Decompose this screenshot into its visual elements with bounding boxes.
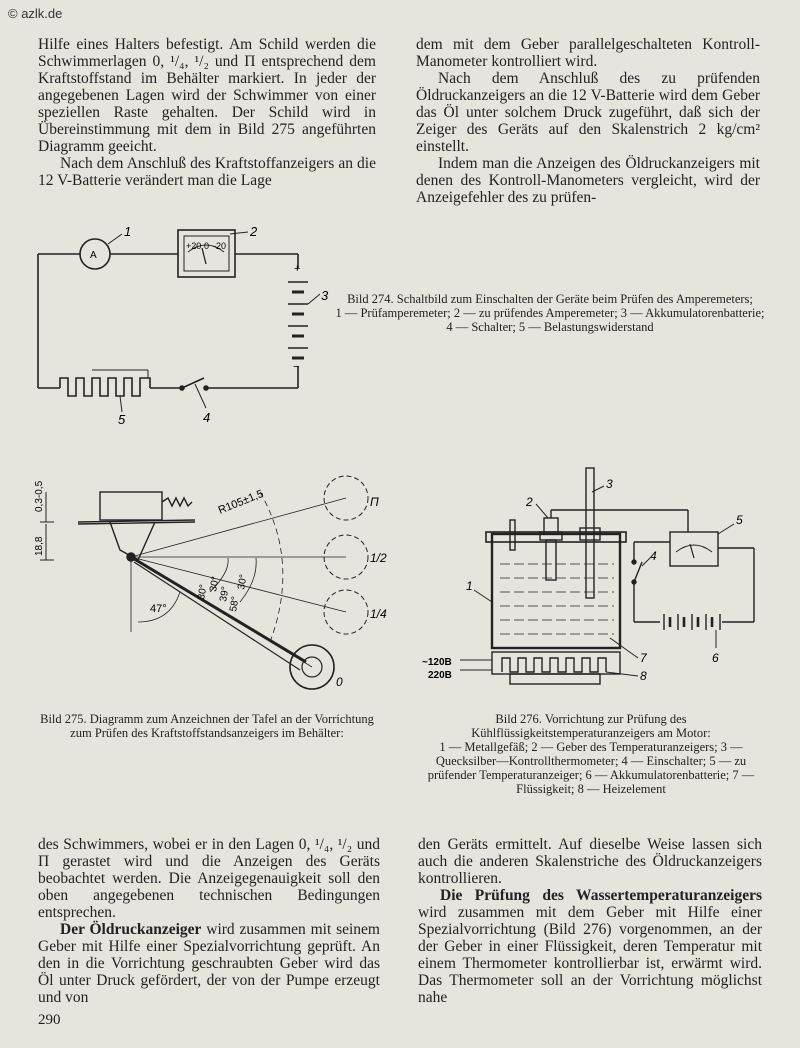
callout-3: 3 <box>606 477 613 491</box>
text-top-left <box>38 36 376 189</box>
text-bottom-right <box>418 836 762 1006</box>
voltage-label: ~120B <box>422 657 452 668</box>
callout-1: 1 <box>466 579 473 593</box>
angle-label: 39° <box>218 585 232 603</box>
caption-figure-274 <box>335 292 765 334</box>
caption-title: Bild 274. Schaltbild zum Einschalten der Geräte beim Prüfen des Amperemeters; <box>347 292 753 306</box>
callout-5: 5 <box>118 412 126 427</box>
angle-label: 58° <box>228 595 242 613</box>
caption-figure-275 <box>34 712 380 740</box>
scale-label: +20 <box>186 241 202 251</box>
polarity-label: + <box>294 263 301 275</box>
caption-legend: 1 — Metallgefäß; 2 — Geber des Temperaturanzeigers; 3 — Quecksilber—Kontrollthermometer; 4 — Einschalter; 5 — zu prüfender Temperaturanzeiger; 6 — Akkumulatorenbatterie; 7 — Flüssigkeit; 8 — Heizelement <box>427 740 755 796</box>
dimension-label: 0,3-0,5 <box>34 480 45 512</box>
paragraph: des Schwimmers, wobei er in den Lagen 0, ¹/₄, ¹/₂ und П gerastet wird und die Anzeigen des Geräts beobachtet werden. Die Anzeigegenauigkeit soll den oben angegebenen technischen Bedingungen entsprechen. <box>38 836 380 921</box>
callout-5: 5 <box>736 513 743 527</box>
paragraph: Hilfe eines Halters befestigt. Am Schild werden die Schwimmerlagen 0, ¹/₄, ¹/₂ und П entsprechend dem Kraftstoffstand im Behälter markiert. In jeder der angegebenen Lagen wird der Schwimmer von einer speziellen Raste gehalten. Der Schild wird in Übereinstimmung mit dem in Bild 275 angeführten Diagramm geeicht. <box>38 36 376 155</box>
callout-6: 6 <box>712 651 719 665</box>
figure-274-circuit <box>30 220 340 430</box>
paragraph: dem mit dem Geber parallelgeschalteten Kontroll-Manometer kontrolliert wird. <box>416 36 760 70</box>
paragraph <box>38 921 380 1006</box>
paragraph: den Geräts ermittelt. Auf dieselbe Weise lassen sich auch die anderen Skalenstriche des Öldruckanzeigers kontrollieren. <box>418 836 762 887</box>
radius-label: R105±1,5 <box>216 487 266 517</box>
caption-title: Bild 275. Diagramm zum Anzeichnen der Tafel an der Vorrichtung zum Prüfen des Kraftstoffstandsanzeigers im Behälter: <box>40 712 374 740</box>
paragraph: Indem man die Anzeigen des Öldruckanzeigers mit denen des Kontroll-Manometers vergleicht, wird der Anzeigefehler des zu prüfen- <box>416 155 760 206</box>
caption-figure-276 <box>416 712 766 796</box>
ammeter-label: A <box>90 250 97 261</box>
paragraph-text: wird zusammen mit seinem Geber mit Hilfe einer Spezialvorrichtung geprüft. An den in die Vorrichtung geschraubten Geber wird das Öl unter Druck gefördert, der von der Pumpe erzeugt und von <box>38 921 380 1006</box>
angle-label: 30° <box>196 583 210 601</box>
text-bottom-left <box>38 836 380 1006</box>
angle-label: 30° <box>236 573 250 591</box>
page-number: 290 <box>38 1012 61 1028</box>
callout-1: 1 <box>124 224 132 239</box>
paragraph: Nach dem Anschluß des zu prüfenden Öldruckanzeigers an die 12 V-Batterie wird dem Geber das Öl unter solchem Druck zugeführt, daß sich der Zeiger des Geräts auf den Skalenstrich 2 kg/cm² einstellt. <box>416 70 760 155</box>
paragraph: Nach dem Anschluß des Kraftstoffanzeigers an die 12 V-Batterie verändert man die Lage <box>38 155 376 189</box>
section-heading: Der Öldruckanzeiger <box>60 921 202 938</box>
watermark: © azlk.de <box>8 6 63 21</box>
figure-275-diagram <box>30 462 400 702</box>
caption-title: Bild 276. Vorrichtung zur Prüfung des Kühlflüssigkeitstemperaturanzeigers am Motor: <box>471 712 711 740</box>
angle-label: 47° <box>150 603 167 615</box>
section-heading: Die Prüfung des Wassertemperaturanzeigers <box>440 887 762 904</box>
paragraph <box>418 887 762 1006</box>
callout-2: 2 <box>250 224 258 239</box>
dimension-label: 18,8 <box>34 536 45 556</box>
position-label: 1/2 <box>370 551 387 565</box>
scale-label: -20 <box>213 241 227 251</box>
figure-276-apparatus <box>420 462 780 702</box>
callout-8: 8 <box>640 669 647 683</box>
callout-2: 2 <box>526 495 533 509</box>
callout-3: 3 <box>321 288 329 303</box>
scale-label: 0 <box>204 241 210 251</box>
callout-4: 4 <box>203 410 211 425</box>
caption-legend: 1 — Prüfamperemeter; 2 — zu prüfendes Amperemeter; 3 — Akkumulatorenbatterie; 4 — Schalter; 5 — Belastungswiderstand <box>335 306 765 334</box>
position-label: 0 <box>336 675 343 689</box>
callout-7: 7 <box>640 651 647 665</box>
text-top-right <box>416 36 760 206</box>
callout-4: 4 <box>650 549 657 563</box>
position-label: П <box>370 495 379 509</box>
paragraph-text: wird zusammen mit dem Geber mit Hilfe einer Spezialvorrichtung (Bild 276) vorgenommen, an der der Geber in einer Flüssigkeit, deren Temperatur mit einem Thermometer kontrollierbar ist, erwärmt wird. Das Thermometer soll an der Vorrichtung möglichst nahe <box>418 904 762 1006</box>
angle-label: 30° <box>208 575 222 593</box>
voltage-label: 220B <box>428 670 452 681</box>
position-label: 1/4 <box>370 607 387 621</box>
polarity-label: − <box>293 361 300 373</box>
